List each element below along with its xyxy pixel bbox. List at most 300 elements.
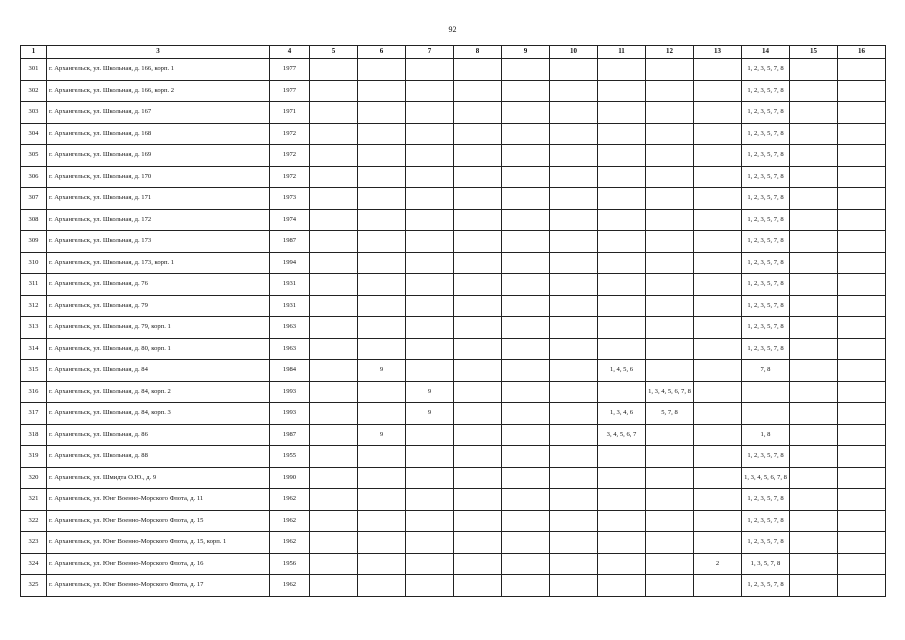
table-row — [21, 252, 886, 274]
cell-c16 — [838, 145, 886, 167]
address-cell: г. Архангельск, ул. Юнг Военно-Морского Флота, д. 11 — [47, 489, 270, 511]
cell-c7 — [406, 489, 454, 511]
cell-c12 — [646, 80, 694, 102]
cell-c5 — [310, 553, 358, 575]
cell-c8 — [454, 274, 502, 296]
cell-c6: 9 — [358, 360, 406, 382]
year-cell: 1931 — [270, 295, 310, 317]
cell-c14: 1, 2, 3, 5, 7, 8 — [742, 274, 790, 296]
column-header: 14 — [742, 46, 790, 59]
cell-c14: 1, 2, 3, 5, 7, 8 — [742, 532, 790, 554]
cell-c13 — [694, 123, 742, 145]
address-cell: г. Архангельск, ул. Юнг Военно-Морского Флота, д. 15, корп. 1 — [47, 532, 270, 554]
cell-c13 — [694, 338, 742, 360]
year-cell: 1977 — [270, 59, 310, 81]
cell-c14 — [742, 381, 790, 403]
table-row — [21, 424, 886, 446]
row-number: 310 — [21, 252, 47, 274]
cell-c7 — [406, 59, 454, 81]
cell-c8 — [454, 80, 502, 102]
cell-c6 — [358, 274, 406, 296]
cell-c9 — [502, 467, 550, 489]
cell-c11 — [598, 553, 646, 575]
cell-c15 — [790, 489, 838, 511]
cell-c14: 1, 3, 5, 7, 8 — [742, 553, 790, 575]
cell-c9 — [502, 188, 550, 210]
table-row — [21, 123, 886, 145]
cell-c15 — [790, 424, 838, 446]
cell-c13 — [694, 424, 742, 446]
cell-c8 — [454, 467, 502, 489]
cell-c14: 1, 2, 3, 5, 7, 8 — [742, 252, 790, 274]
row-number: 312 — [21, 295, 47, 317]
year-cell: 1962 — [270, 532, 310, 554]
cell-c5 — [310, 424, 358, 446]
cell-c12 — [646, 467, 694, 489]
address-cell: г. Архангельск, ул. Школьная, д. 84, корп. 3 — [47, 403, 270, 425]
cell-c13 — [694, 532, 742, 554]
year-cell: 1931 — [270, 274, 310, 296]
cell-c15 — [790, 295, 838, 317]
row-number: 301 — [21, 59, 47, 81]
cell-c10 — [550, 360, 598, 382]
cell-c5 — [310, 102, 358, 124]
row-number: 322 — [21, 510, 47, 532]
cell-c10 — [550, 424, 598, 446]
cell-c7 — [406, 209, 454, 231]
cell-c11 — [598, 80, 646, 102]
cell-c6 — [358, 80, 406, 102]
address-cell: г. Архангельск, ул. Школьная, д. 86 — [47, 424, 270, 446]
cell-c13 — [694, 102, 742, 124]
table-row — [21, 446, 886, 468]
cell-c8 — [454, 489, 502, 511]
cell-c13 — [694, 489, 742, 511]
column-header: 9 — [502, 46, 550, 59]
column-header: 11 — [598, 46, 646, 59]
column-header: 1 — [21, 46, 47, 59]
cell-c15 — [790, 188, 838, 210]
cell-c5 — [310, 188, 358, 210]
cell-c5 — [310, 317, 358, 339]
cell-c6 — [358, 575, 406, 597]
cell-c6 — [358, 553, 406, 575]
cell-c11 — [598, 145, 646, 167]
cell-c5 — [310, 510, 358, 532]
cell-c10 — [550, 532, 598, 554]
cell-c7 — [406, 553, 454, 575]
cell-c14: 1, 2, 3, 5, 7, 8 — [742, 145, 790, 167]
cell-c6 — [358, 338, 406, 360]
row-number: 325 — [21, 575, 47, 597]
cell-c10 — [550, 295, 598, 317]
cell-c14: 1, 2, 3, 5, 7, 8 — [742, 489, 790, 511]
cell-c9 — [502, 338, 550, 360]
cell-c16 — [838, 209, 886, 231]
row-number: 317 — [21, 403, 47, 425]
table-body — [21, 59, 886, 597]
row-number: 304 — [21, 123, 47, 145]
cell-c5 — [310, 166, 358, 188]
cell-c9 — [502, 209, 550, 231]
cell-c15 — [790, 59, 838, 81]
address-cell: г. Архангельск, ул. Школьная, д. 172 — [47, 209, 270, 231]
cell-c8 — [454, 403, 502, 425]
cell-c13 — [694, 145, 742, 167]
cell-c12 — [646, 59, 694, 81]
cell-c6 — [358, 510, 406, 532]
address-cell: г. Архангельск, ул. Шмидта О.Ю., д. 9 — [47, 467, 270, 489]
cell-c14: 1, 2, 3, 5, 7, 8 — [742, 295, 790, 317]
cell-c6 — [358, 123, 406, 145]
cell-c5 — [310, 209, 358, 231]
cell-c10 — [550, 489, 598, 511]
cell-c12 — [646, 209, 694, 231]
cell-c12 — [646, 553, 694, 575]
cell-c11: 1, 3, 4, 6 — [598, 403, 646, 425]
cell-c11 — [598, 575, 646, 597]
cell-c7 — [406, 295, 454, 317]
table-row — [21, 145, 886, 167]
year-cell: 1990 — [270, 467, 310, 489]
cell-c14 — [742, 403, 790, 425]
cell-c7 — [406, 274, 454, 296]
cell-c12: 5, 7, 8 — [646, 403, 694, 425]
cell-c6 — [358, 532, 406, 554]
cell-c9 — [502, 317, 550, 339]
cell-c10 — [550, 510, 598, 532]
table-row — [21, 209, 886, 231]
table-row — [21, 381, 886, 403]
year-cell: 1971 — [270, 102, 310, 124]
cell-c11 — [598, 123, 646, 145]
cell-c11: 1, 4, 5, 6 — [598, 360, 646, 382]
row-number: 319 — [21, 446, 47, 468]
cell-c11 — [598, 338, 646, 360]
cell-c8 — [454, 295, 502, 317]
cell-c8 — [454, 145, 502, 167]
cell-c10 — [550, 252, 598, 274]
cell-c6 — [358, 166, 406, 188]
row-number: 303 — [21, 102, 47, 124]
cell-c8 — [454, 532, 502, 554]
cell-c11 — [598, 295, 646, 317]
year-cell: 1972 — [270, 166, 310, 188]
year-cell: 1956 — [270, 553, 310, 575]
cell-c14: 1, 2, 3, 5, 7, 8 — [742, 188, 790, 210]
cell-c9 — [502, 252, 550, 274]
cell-c6 — [358, 467, 406, 489]
year-cell: 1974 — [270, 209, 310, 231]
cell-c13 — [694, 360, 742, 382]
cell-c11 — [598, 510, 646, 532]
cell-c14: 1, 2, 3, 5, 7, 8 — [742, 317, 790, 339]
year-cell: 1955 — [270, 446, 310, 468]
column-header: 8 — [454, 46, 502, 59]
year-cell: 1962 — [270, 575, 310, 597]
cell-c12 — [646, 360, 694, 382]
cell-c13 — [694, 59, 742, 81]
cell-c8 — [454, 424, 502, 446]
cell-c16 — [838, 274, 886, 296]
cell-c14: 1, 2, 3, 5, 7, 8 — [742, 166, 790, 188]
year-cell: 1973 — [270, 188, 310, 210]
address-cell: г. Архангельск, ул. Школьная, д. 166, корп. 1 — [47, 59, 270, 81]
column-header: 7 — [406, 46, 454, 59]
cell-c16 — [838, 403, 886, 425]
address-cell: г. Архангельск, ул. Юнг Военно-Морского Флота, д. 15 — [47, 510, 270, 532]
row-number: 316 — [21, 381, 47, 403]
cell-c7 — [406, 360, 454, 382]
address-cell: г. Архангельск, ул. Юнг Военно-Морского Флота, д. 16 — [47, 553, 270, 575]
cell-c14: 1, 2, 3, 5, 7, 8 — [742, 231, 790, 253]
cell-c9 — [502, 575, 550, 597]
cell-c8 — [454, 381, 502, 403]
cell-c14: 7, 8 — [742, 360, 790, 382]
column-header: 6 — [358, 46, 406, 59]
cell-c11 — [598, 209, 646, 231]
cell-c8 — [454, 575, 502, 597]
cell-c12 — [646, 295, 694, 317]
cell-c6 — [358, 489, 406, 511]
cell-c15 — [790, 553, 838, 575]
cell-c10 — [550, 102, 598, 124]
column-header: 12 — [646, 46, 694, 59]
cell-c13 — [694, 467, 742, 489]
cell-c11 — [598, 532, 646, 554]
cell-c13 — [694, 274, 742, 296]
table-row — [21, 231, 886, 253]
cell-c14: 1, 2, 3, 5, 7, 8 — [742, 59, 790, 81]
address-cell: г. Архангельск, ул. Школьная, д. 167 — [47, 102, 270, 124]
cell-c7: 9 — [406, 403, 454, 425]
cell-c11 — [598, 102, 646, 124]
cell-c14: 1, 2, 3, 5, 7, 8 — [742, 510, 790, 532]
table-row — [21, 403, 886, 425]
table-row — [21, 553, 886, 575]
address-cell: г. Архангельск, ул. Школьная, д. 169 — [47, 145, 270, 167]
cell-c16 — [838, 295, 886, 317]
cell-c13 — [694, 80, 742, 102]
cell-c5 — [310, 231, 358, 253]
cell-c9 — [502, 360, 550, 382]
cell-c16 — [838, 532, 886, 554]
cell-c12 — [646, 446, 694, 468]
cell-c13 — [694, 403, 742, 425]
address-cell: г. Архангельск, ул. Школьная, д. 80, корп. 1 — [47, 338, 270, 360]
address-cell: г. Архангельск, ул. Школьная, д. 166, корп. 2 — [47, 80, 270, 102]
cell-c13 — [694, 295, 742, 317]
cell-c16 — [838, 231, 886, 253]
cell-c12 — [646, 424, 694, 446]
year-cell: 1987 — [270, 231, 310, 253]
row-number: 309 — [21, 231, 47, 253]
row-number: 318 — [21, 424, 47, 446]
cell-c8 — [454, 338, 502, 360]
cell-c16 — [838, 424, 886, 446]
cell-c10 — [550, 59, 598, 81]
cell-c8 — [454, 209, 502, 231]
year-cell: 1984 — [270, 360, 310, 382]
cell-c16 — [838, 381, 886, 403]
cell-c7 — [406, 252, 454, 274]
cell-c10 — [550, 274, 598, 296]
cell-c5 — [310, 489, 358, 511]
cell-c12 — [646, 188, 694, 210]
cell-c15 — [790, 209, 838, 231]
cell-c9 — [502, 489, 550, 511]
cell-c6 — [358, 252, 406, 274]
cell-c16 — [838, 575, 886, 597]
address-cell: г. Архангельск, ул. Школьная, д. 84, корп. 2 — [47, 381, 270, 403]
table-row — [21, 317, 886, 339]
cell-c10 — [550, 145, 598, 167]
cell-c6 — [358, 231, 406, 253]
cell-c13 — [694, 575, 742, 597]
cell-c11 — [598, 252, 646, 274]
cell-c14: 1, 8 — [742, 424, 790, 446]
column-header: 10 — [550, 46, 598, 59]
year-cell: 1962 — [270, 510, 310, 532]
cell-c13 — [694, 231, 742, 253]
column-header: 13 — [694, 46, 742, 59]
cell-c15 — [790, 231, 838, 253]
address-cell: г. Архангельск, ул. Школьная, д. 79, корп. 1 — [47, 317, 270, 339]
cell-c11 — [598, 166, 646, 188]
address-cell: г. Архангельск, ул. Школьная, д. 168 — [47, 123, 270, 145]
cell-c8 — [454, 59, 502, 81]
address-cell: г. Архангельск, ул. Школьная, д. 173, корп. 1 — [47, 252, 270, 274]
cell-c9 — [502, 532, 550, 554]
cell-c14: 1, 2, 3, 5, 7, 8 — [742, 102, 790, 124]
cell-c16 — [838, 553, 886, 575]
cell-c8 — [454, 166, 502, 188]
cell-c8 — [454, 553, 502, 575]
cell-c5 — [310, 80, 358, 102]
cell-c5 — [310, 123, 358, 145]
row-number: 305 — [21, 145, 47, 167]
cell-c15 — [790, 80, 838, 102]
row-number: 302 — [21, 80, 47, 102]
table-row — [21, 274, 886, 296]
cell-c5 — [310, 467, 358, 489]
cell-c9 — [502, 166, 550, 188]
cell-c14: 1, 2, 3, 5, 7, 8 — [742, 575, 790, 597]
cell-c16 — [838, 252, 886, 274]
year-cell: 1993 — [270, 403, 310, 425]
cell-c5 — [310, 446, 358, 468]
table-row — [21, 80, 886, 102]
cell-c6 — [358, 317, 406, 339]
cell-c9 — [502, 231, 550, 253]
cell-c15 — [790, 166, 838, 188]
address-cell: г. Архангельск, ул. Школьная, д. 170 — [47, 166, 270, 188]
cell-c13 — [694, 166, 742, 188]
cell-c9 — [502, 553, 550, 575]
cell-c13 — [694, 209, 742, 231]
cell-c7 — [406, 231, 454, 253]
cell-c6 — [358, 145, 406, 167]
cell-c7: 9 — [406, 381, 454, 403]
cell-c16 — [838, 317, 886, 339]
cell-c7 — [406, 532, 454, 554]
cell-c9 — [502, 102, 550, 124]
cell-c6 — [358, 403, 406, 425]
table-row — [21, 510, 886, 532]
cell-c16 — [838, 360, 886, 382]
table-row — [21, 489, 886, 511]
cell-c15 — [790, 360, 838, 382]
cell-c10 — [550, 467, 598, 489]
cell-c14: 1, 3, 4, 5, 6, 7, 8 — [742, 467, 790, 489]
cell-c7 — [406, 317, 454, 339]
cell-c14: 1, 2, 3, 5, 7, 8 — [742, 446, 790, 468]
row-number: 324 — [21, 553, 47, 575]
year-cell: 1972 — [270, 145, 310, 167]
cell-c15 — [790, 274, 838, 296]
cell-c15 — [790, 446, 838, 468]
row-number: 308 — [21, 209, 47, 231]
address-cell: г. Архангельск, ул. Школьная, д. 76 — [47, 274, 270, 296]
cell-c13 — [694, 188, 742, 210]
cell-c15 — [790, 532, 838, 554]
cell-c13: 2 — [694, 553, 742, 575]
row-number: 314 — [21, 338, 47, 360]
cell-c8 — [454, 252, 502, 274]
cell-c5 — [310, 274, 358, 296]
cell-c9 — [502, 403, 550, 425]
cell-c7 — [406, 102, 454, 124]
cell-c11 — [598, 317, 646, 339]
cell-c10 — [550, 553, 598, 575]
cell-c12: 1, 3, 4, 5, 6, 7, 8 — [646, 381, 694, 403]
cell-c7 — [406, 338, 454, 360]
cell-c10 — [550, 575, 598, 597]
cell-c5 — [310, 295, 358, 317]
cell-c9 — [502, 123, 550, 145]
cell-c10 — [550, 317, 598, 339]
housing-register-table — [20, 45, 886, 597]
cell-c10 — [550, 231, 598, 253]
cell-c15 — [790, 338, 838, 360]
cell-c8 — [454, 360, 502, 382]
cell-c10 — [550, 188, 598, 210]
column-header: 15 — [790, 46, 838, 59]
row-number: 315 — [21, 360, 47, 382]
header-row — [21, 46, 886, 59]
address-cell: г. Архангельск, ул. Юнг Военно-Морского Флота, д. 17 — [47, 575, 270, 597]
cell-c11 — [598, 188, 646, 210]
cell-c8 — [454, 446, 502, 468]
cell-c11: 3, 4, 5, 6, 7 — [598, 424, 646, 446]
cell-c5 — [310, 59, 358, 81]
cell-c12 — [646, 575, 694, 597]
cell-c16 — [838, 467, 886, 489]
row-number: 321 — [21, 489, 47, 511]
year-cell: 1972 — [270, 123, 310, 145]
cell-c16 — [838, 123, 886, 145]
cell-c8 — [454, 317, 502, 339]
cell-c5 — [310, 338, 358, 360]
cell-c5 — [310, 575, 358, 597]
cell-c6 — [358, 295, 406, 317]
cell-c12 — [646, 123, 694, 145]
address-cell: г. Архангельск, ул. Школьная, д. 84 — [47, 360, 270, 382]
cell-c6 — [358, 381, 406, 403]
row-number: 320 — [21, 467, 47, 489]
cell-c14: 1, 2, 3, 5, 7, 8 — [742, 80, 790, 102]
cell-c12 — [646, 532, 694, 554]
